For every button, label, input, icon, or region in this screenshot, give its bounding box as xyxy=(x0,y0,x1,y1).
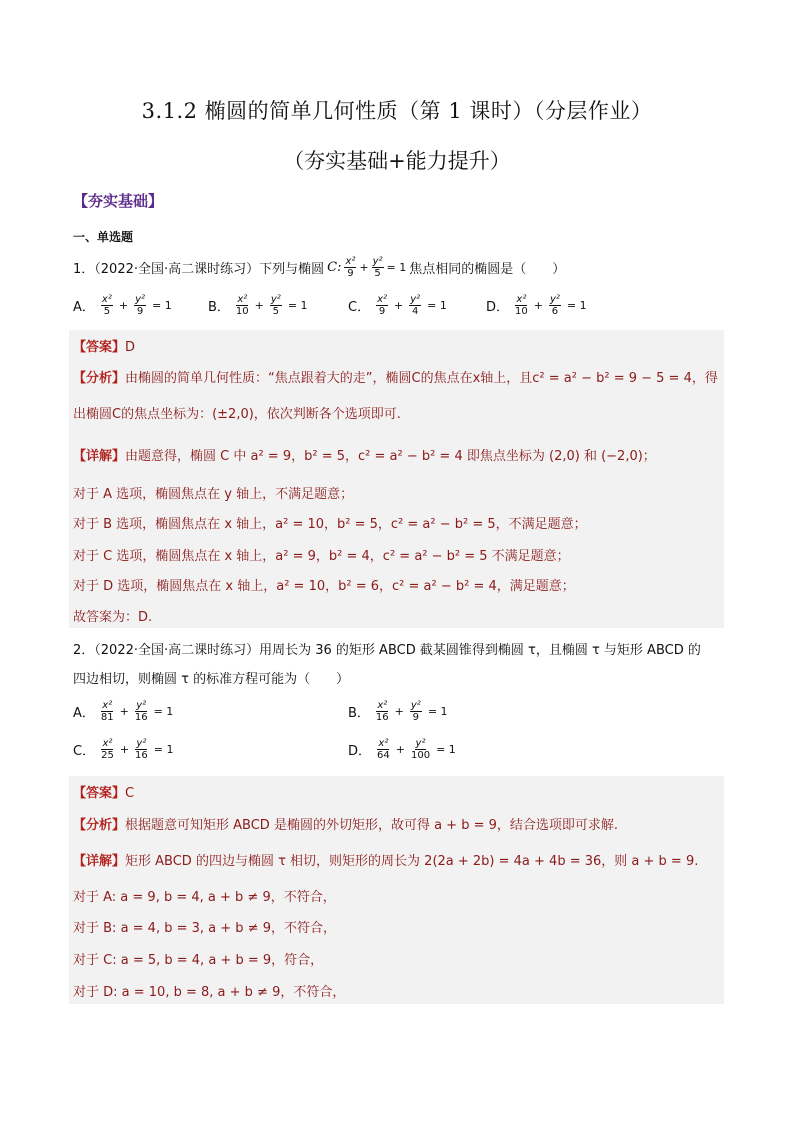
q1-detail-line-3: 对于 B 选项，椭圆焦点在 x 轴上，a² = 10，b² = 5，c² = a² − b² = 5，不满足题意； xyxy=(73,517,587,532)
q1-analysis-line-2: 出椭圆C的焦点坐标为：(±2,0)，依次判断各个选项即可. xyxy=(73,407,401,422)
q1-detail-line-2: 对于 A 选项，椭圆焦点在 y 轴上，不满足题意； xyxy=(73,487,354,502)
subsection-heading: 一、单选题 xyxy=(73,230,134,244)
q1-option-b: B． $\frac{\text{x²}}{10}$ + $\frac{\text{y²}}{5}$ = 1 xyxy=(208,294,308,317)
q2-answer: 【答案】C xyxy=(73,786,135,801)
q1-stem-tail: 焦点相同的椭圆是（ ） xyxy=(409,262,566,277)
q2-detail-line-4: 对于 C: a = 5, b = 4, a + b = 9，符合， xyxy=(73,953,324,968)
frac-x: $\frac{\text{x²}}{9}$ xyxy=(345,256,356,279)
question-2-stem-line-1: 2．（2022·全国·高二课时练习）用周长为 36 的矩形 ABCD 截某圆锥得到椭圆 τ，且椭圆 τ 与矩形 ABCD 的 xyxy=(73,643,701,658)
q1-option-c: C． $\frac{\text{x²}}{9}$ + $\frac{\text{y²}}{4}$ = 1 xyxy=(348,294,447,317)
q2-option-b: B． $\frac{\text{x²}}{16}$ + $\frac{\text{y²}}{9}$ = 1 xyxy=(348,700,448,723)
q2-detail-line-5: 对于 D: a = 10, b = 8, a + b ≠ 9，不符合， xyxy=(73,985,346,1000)
q2-option-d: D． $\frac{\text{x²}}{64}$ + $\frac{\text{y²}}{100}$ = 1 xyxy=(348,738,456,761)
q1-detail-line-5: 对于 D 选项，椭圆焦点在 x 轴上，a² = 10，b² = 6，c² = a² − b² = 4，满足题意； xyxy=(73,579,575,594)
q2-detail-line-3: 对于 B: a = 4, b = 3, a + b ≠ 9，不符合， xyxy=(73,921,336,936)
q1-stem-text: 1．（2022·全国·高二课时练习）下列与椭圆 xyxy=(73,262,325,277)
question-1-stem: 1．（2022·全国·高二课时练习）下列与椭圆 C: $\frac{\text{x²}}{9}$ + $\frac{\text{y²}}{5}$ = 1 焦点相同的椭圆是（ ） xyxy=(73,256,566,279)
ellipse-name: C: xyxy=(327,260,342,275)
q1-option-a: A． $\frac{\text{x²}}{5}$ + $\frac{\text{y²}}{9}$ = 1 xyxy=(73,294,172,317)
q1-option-d: D． $\frac{\text{x²}}{10}$ + $\frac{\text{y²}}{6}$ = 1 xyxy=(486,294,587,317)
q1-detail-line-6: 故答案为：D. xyxy=(73,610,153,625)
page-title: 3.1.2 椭圆的简单几何性质（第 1 课时）（分层作业） xyxy=(141,99,653,123)
q1-detail-line-1: 【详解】由题意得，椭圆 C 中 a² = 9，b² = 5，c² = a² − b² = 4 即焦点坐标为 (2,0) 和 (−2,0)； xyxy=(73,449,656,464)
q2-option-a: A． $\frac{\text{x²}}{81}$ + $\frac{\text{y²}}{16}$ = 1 xyxy=(73,700,174,723)
q1-detail-line-4: 对于 C 选项，椭圆焦点在 x 轴上，a² = 9，b² = 4，c² = a² − b² = 5 不满足题意； xyxy=(73,549,570,564)
q2-option-c: C． $\frac{\text{x²}}{25}$ + $\frac{\text{y²}}{16}$ = 1 xyxy=(73,738,174,761)
section-heading: 【夯实基础】 xyxy=(73,192,164,210)
q2-detail-line-1: 【详解】矩形 ABCD 的四边与椭圆 τ 相切，则矩形的周长为 2(2a + 2b) = 4a + 4b = 36，则 a + b = 9. xyxy=(73,854,699,869)
q1-answer: 【答案】D xyxy=(73,340,136,355)
q2-detail-line-2: 对于 A: a = 9, b = 4, a + b ≠ 9，不符合， xyxy=(73,890,336,905)
q1-analysis-line-1: 【分析】由椭圆的简单几何性质：“焦点跟着大的走”，椭圆C的焦点在x轴上，且c² = a² − b² = 9 − 5 = 4，得 xyxy=(73,371,718,386)
page-subtitle: （夯实基础+能力提升） xyxy=(283,149,511,173)
frac-y: $\frac{\text{y²}}{5}$ xyxy=(372,256,383,279)
q2-analysis-line-1: 【分析】根据题意可知矩形 ABCD 是椭圆的外切矩形，故可得 a + b = 9，结合选项即可求解. xyxy=(73,818,619,833)
question-2-stem-line-2: 四边相切，则椭圆 τ 的标准方程可能为（ ） xyxy=(73,672,350,687)
